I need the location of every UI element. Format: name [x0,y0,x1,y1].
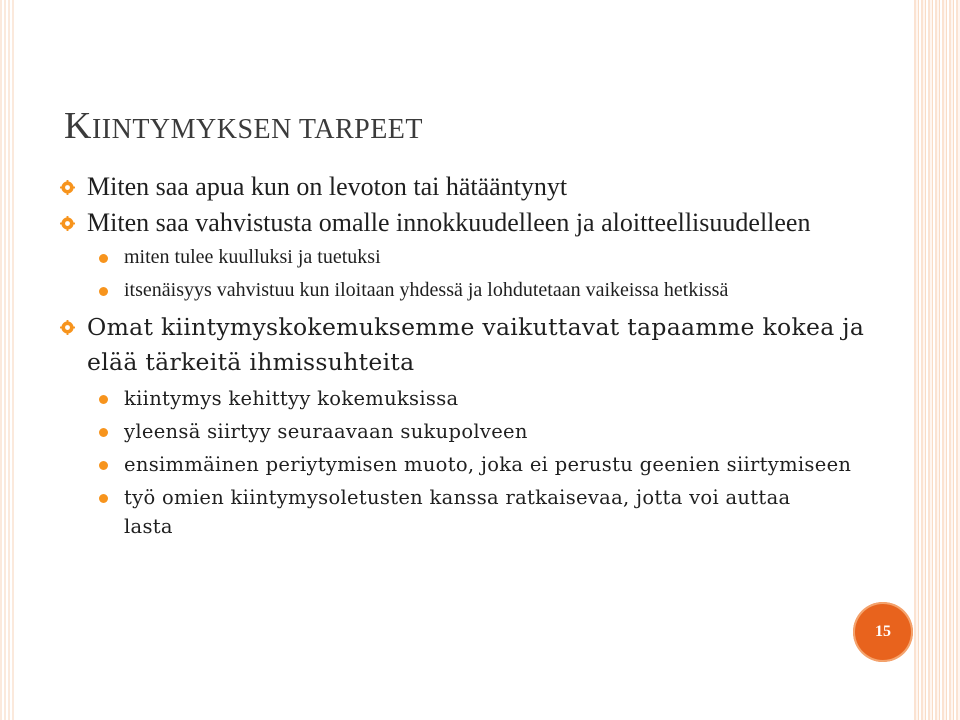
sub-bullet-item [97,244,912,271]
dot-bullet-icon [99,254,108,263]
bullet-item [62,310,912,380]
dot-bullet-icon [99,395,108,404]
sub-bullet-item [97,384,912,413]
bullet-text: Omat kiintymyskokemuksemme vaikuttavat tapaamme kokea ja elää tärkeitä ihmissuhteita [87,313,865,376]
bullet-list [62,170,912,541]
bullet-text: Miten saa vahvistusta omalle innokkuudelleen ja aloitteellisuudelleen [87,208,811,237]
sub-bullet-text: itsenäisyys vahvistuu kun iloitaan yhdessä ja lohdutetaan vaikeissa hetkissä [124,279,729,301]
title-first-letter: K [64,105,92,147]
sub-bullet-text: kiintymys kehittyy kokemuksissa [124,387,459,410]
sub-bullet-text: miten tulee kuulluksi ja tuetuksi [124,246,381,268]
left-stripe-decoration [0,0,16,720]
sub-bullet-item [97,450,912,479]
dot-bullet-icon [99,428,108,437]
sub-bullet-item [97,417,912,446]
right-stripe-decoration [914,0,960,720]
page-number-badge [853,602,913,662]
sub-bullet-text: ensimmäinen periytymisen muoto, joka ei perustu geenien siirtymiseen [124,453,852,476]
bullet-text: Miten saa apua kun on levoton tai hätääntynyt [87,172,568,201]
sub-bullet-text: työ omien kiintymysoletusten kanssa ratkaisevaa, jotta voi auttaa lasta [124,486,791,538]
gear-bullet-icon [60,216,75,231]
sub-bullet-list [62,244,912,304]
title-rest: IINTYMYKSEN TARPEET [91,114,424,145]
gear-bullet-icon [60,180,75,195]
gear-bullet-icon [60,320,75,335]
sub-bullet-item [97,277,912,304]
sub-bullet-list [62,384,912,541]
slide-content [62,170,912,547]
page-number: 15 [875,623,891,640]
dot-bullet-icon [99,287,108,296]
bullet-item [62,170,912,204]
dot-bullet-icon [99,494,108,503]
sub-bullet-item [97,483,912,541]
slide-title [64,104,423,148]
sub-bullet-text: yleensä siirtyy seuraavaan sukupolveen [124,420,528,443]
dot-bullet-icon [99,461,108,470]
bullet-item [62,206,912,240]
